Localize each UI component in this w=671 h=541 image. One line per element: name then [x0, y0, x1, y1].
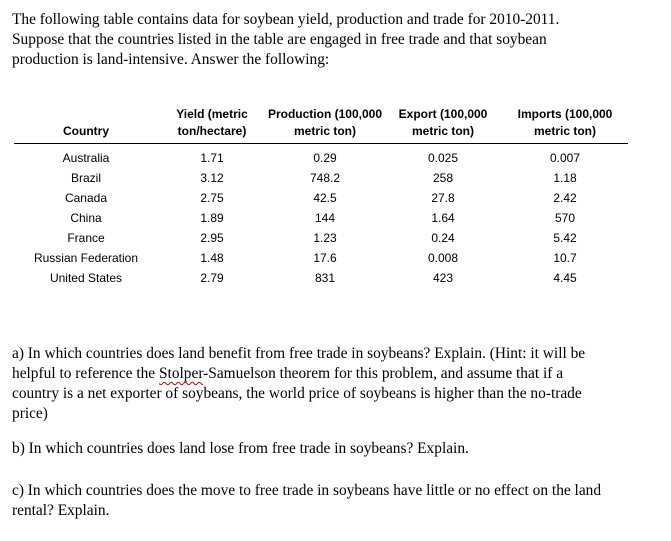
cell-country: Canada	[64, 191, 108, 205]
spellcheck-flagged-word: Stolper	[159, 365, 204, 382]
header-production: Production (100,000 metric ton)	[267, 107, 383, 138]
cell-yield: 3.12	[200, 171, 224, 185]
question-b: b) In which countries does land lose from free trade in soybeans? Explain.	[12, 440, 469, 457]
cell-export: 1.64	[431, 211, 455, 225]
cell-imports: 10.7	[553, 251, 577, 265]
cell-production: 0.29	[313, 151, 337, 165]
cell-export: 423	[432, 271, 454, 285]
question-a	[12, 344, 652, 424]
question-a-line-2-pre: helpful to reference the	[12, 365, 159, 382]
cell-export: 258	[432, 171, 454, 185]
question-a-line-4: price)	[12, 405, 48, 422]
table-body	[14, 144, 628, 289]
cell-production: 144	[314, 211, 336, 225]
cell-export: 0.025	[427, 151, 459, 165]
question-c-line-2: rental? Explain.	[12, 502, 110, 519]
cell-country: France	[67, 231, 105, 245]
cell-production: 17.6	[313, 251, 337, 265]
cell-country: Brazil	[70, 171, 101, 185]
cell-imports: 570	[554, 211, 576, 225]
soybean-data-table	[14, 106, 628, 288]
cell-imports: 2.42	[553, 191, 577, 205]
cell-production: 831	[314, 271, 336, 285]
intro-line-2: Suppose that the countries listed in the table are engaged in free trade and that soybean	[12, 31, 547, 48]
cell-country: Australia	[62, 151, 110, 165]
header-country: Country	[63, 124, 109, 138]
cell-yield: 1.71	[200, 151, 224, 165]
cell-country: Russian Federation	[33, 251, 139, 265]
header-export: Export (100,000 metric ton)	[398, 107, 488, 138]
cell-yield: 2.95	[200, 231, 224, 245]
table-header-row	[14, 106, 628, 144]
question-a-line-1: a) In which countries does land benefit from free trade in soybeans? Explain. (Hint: it will be	[12, 345, 586, 362]
cell-country: China	[70, 211, 102, 225]
cell-yield: 2.79	[200, 271, 224, 285]
header-yield: Yield (metric ton/hectare)	[176, 107, 248, 138]
question-c	[12, 481, 652, 521]
table-row	[14, 248, 628, 268]
table-row	[14, 208, 628, 228]
data-table	[14, 106, 628, 288]
intro-line-1: The following table contains data for soybean yield, production and trade for 2010-2011.	[12, 11, 560, 28]
cell-yield: 1.89	[200, 211, 224, 225]
table-row	[14, 144, 628, 169]
question-a-line-2	[12, 364, 652, 384]
header-imports: Imports (100,000 metric ton)	[517, 107, 613, 138]
question-c-line-1: c) In which countries does the move to free trade in soybeans have little or no effect on the land	[12, 482, 602, 499]
cell-country: United States	[49, 271, 123, 285]
cell-imports: 5.42	[553, 231, 577, 245]
cell-yield: 1.48	[200, 251, 224, 265]
cell-imports: 0.007	[549, 151, 581, 165]
intro-paragraph	[12, 10, 652, 70]
table-row	[14, 168, 628, 188]
cell-yield: 2.75	[200, 191, 224, 205]
cell-production: 42.5	[313, 191, 337, 205]
table-row	[14, 228, 628, 248]
question-a-line-3: country is a net exporter of soybeans, the world price of soybeans is higher than the no-trade	[12, 385, 582, 402]
intro-line-3: production is land-intensive. Answer the following:	[12, 51, 330, 68]
cell-imports: 4.45	[553, 271, 577, 285]
cell-export: 27.8	[431, 191, 455, 205]
question-a-line-2-post: -Samuelson theorem for this problem, and assume that if a	[203, 365, 564, 382]
cell-imports: 1.18	[553, 171, 577, 185]
table-row	[14, 188, 628, 208]
cell-export: 0.008	[427, 251, 459, 265]
cell-production: 748.2	[309, 171, 341, 185]
table-row	[14, 268, 628, 288]
cell-export: 0.24	[431, 231, 455, 245]
cell-production: 1.23	[313, 231, 337, 245]
